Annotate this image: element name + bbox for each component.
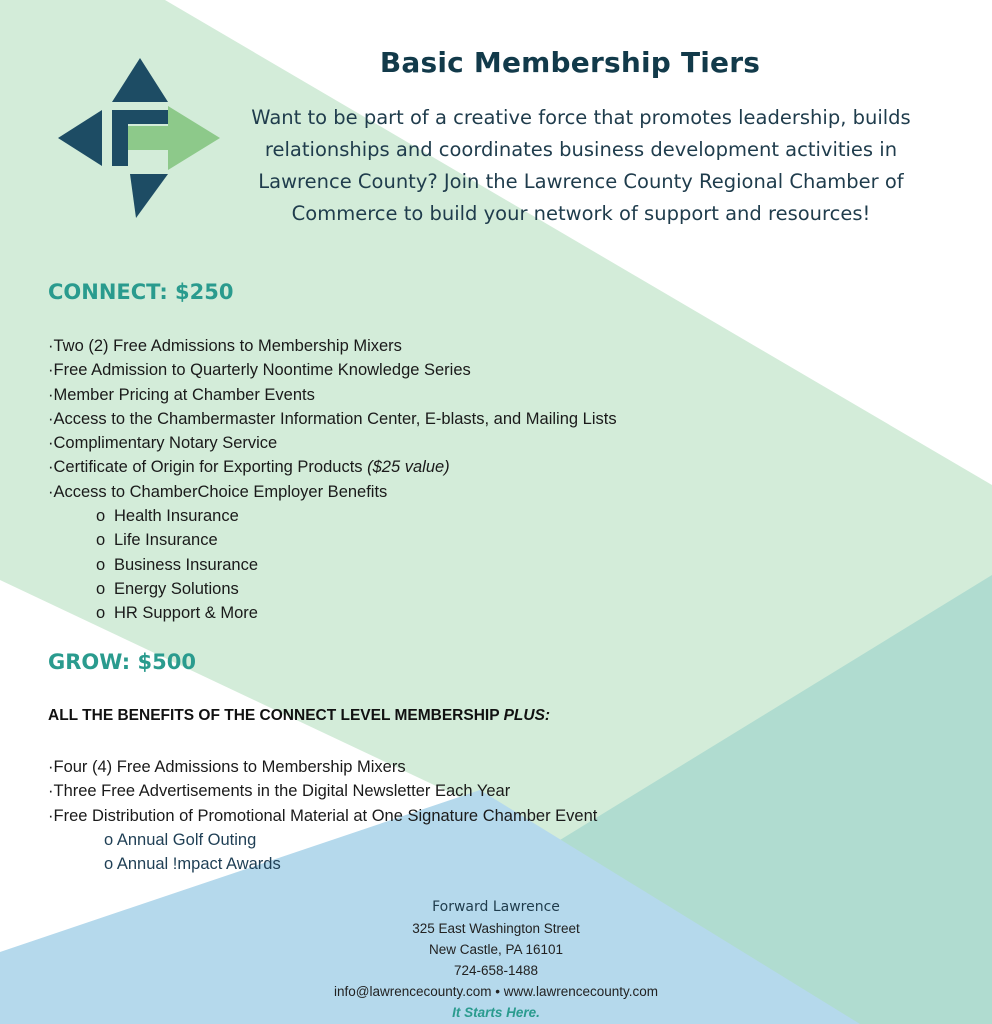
grow-benefits-list: [48, 755, 597, 828]
list-item: ·Four (4) Free Admissions to Membership Mixers: [48, 758, 406, 776]
logo-f-stem: [112, 110, 128, 166]
list-item: ·Access to the Chambermaster Information Center, E-blasts, and Mailing Lists: [48, 409, 617, 428]
footer-city: New Castle, PA 16101: [428, 942, 564, 957]
list-item-text: ·Certificate of Origin for Exporting Products: [48, 458, 368, 477]
logo-down-triangle: [130, 174, 168, 218]
page-title: Basic Membership Tiers: [379, 46, 761, 79]
signature-events-sublist: [104, 828, 281, 877]
connect-benefits-list: [48, 334, 617, 504]
bullet-marker: o: [96, 531, 106, 550]
plus-heading-text: ALL THE BENEFITS OF THE CONNECT LEVEL MEMBERSHIP: [48, 707, 504, 724]
intro-paragraph: Want to be part of a creative force that promotes leadership, builds relationships and coordinates business development activities in Lawrence County? Join the Lawrence County Regional Chamber of Commerce to build your network of support and resources!: [251, 106, 911, 225]
list-item: ·Access to ChamberChoice Employer Benefits: [48, 482, 388, 501]
value-note: ($25 value): [367, 458, 450, 477]
sub-list-item-text: Energy Solutions: [114, 579, 239, 598]
bullet-marker: o: [96, 555, 106, 574]
forward-lawrence-logo: [56, 56, 222, 220]
logo-up-triangle: [112, 58, 168, 102]
footer-street: 325 East Washington Street: [412, 921, 580, 936]
list-item: ·Member Pricing at Chamber Events: [48, 385, 315, 404]
sub-list-item-text: Health Insurance: [114, 507, 239, 525]
list-item: ·Complimentary Notary Service: [48, 434, 278, 453]
footer-contact: info@lawrencecounty.com • www.lawrencecounty.com: [333, 984, 659, 999]
footer-tagline: It Starts Here.: [452, 1005, 540, 1020]
footer-phone: 724-658-1488: [453, 963, 539, 978]
sub-list-item: [96, 577, 258, 601]
bullet-marker: o: [96, 579, 106, 598]
grow-tier-heading: GROW: $500: [48, 650, 196, 674]
sub-list-item: [96, 504, 258, 528]
sub-list-item: [96, 553, 258, 577]
sub-list-item-text: HR Support & More: [114, 604, 258, 623]
bullet-marker: o: [96, 507, 106, 525]
list-item: ·Free Admission to Quarterly Noontime Knowledge Series: [48, 361, 471, 380]
sub-list-item: o Annual Golf Outing: [104, 831, 257, 849]
employer-benefits-sublist: [96, 504, 258, 625]
plus-word: PLUS:: [503, 707, 551, 724]
logo-f-top-bar: [128, 110, 168, 124]
footer: [296, 897, 696, 1023]
sub-list-item-text: Business Insurance: [114, 555, 258, 574]
list-item: [48, 455, 617, 479]
sub-list-item-text: Life Insurance: [114, 531, 218, 550]
sub-list-item: [96, 601, 258, 625]
sub-list-item: [96, 528, 258, 552]
grow-plus-heading: [48, 707, 550, 725]
list-item: ·Free Distribution of Promotional Material at One Signature Chamber Event: [48, 806, 598, 825]
bullet-marker: o: [96, 604, 106, 623]
connect-tier-heading: CONNECT: $250: [48, 280, 234, 304]
footer-org-name: Forward Lawrence: [432, 899, 560, 915]
list-item: ·Two (2) Free Admissions to Membership Mixers: [48, 337, 402, 355]
logo-left-triangle: [58, 110, 102, 166]
sub-list-item: o Annual !mpact Awards: [104, 855, 281, 874]
list-item: ·Three Free Advertisements in the Digital Newsletter Each Year: [48, 782, 511, 801]
